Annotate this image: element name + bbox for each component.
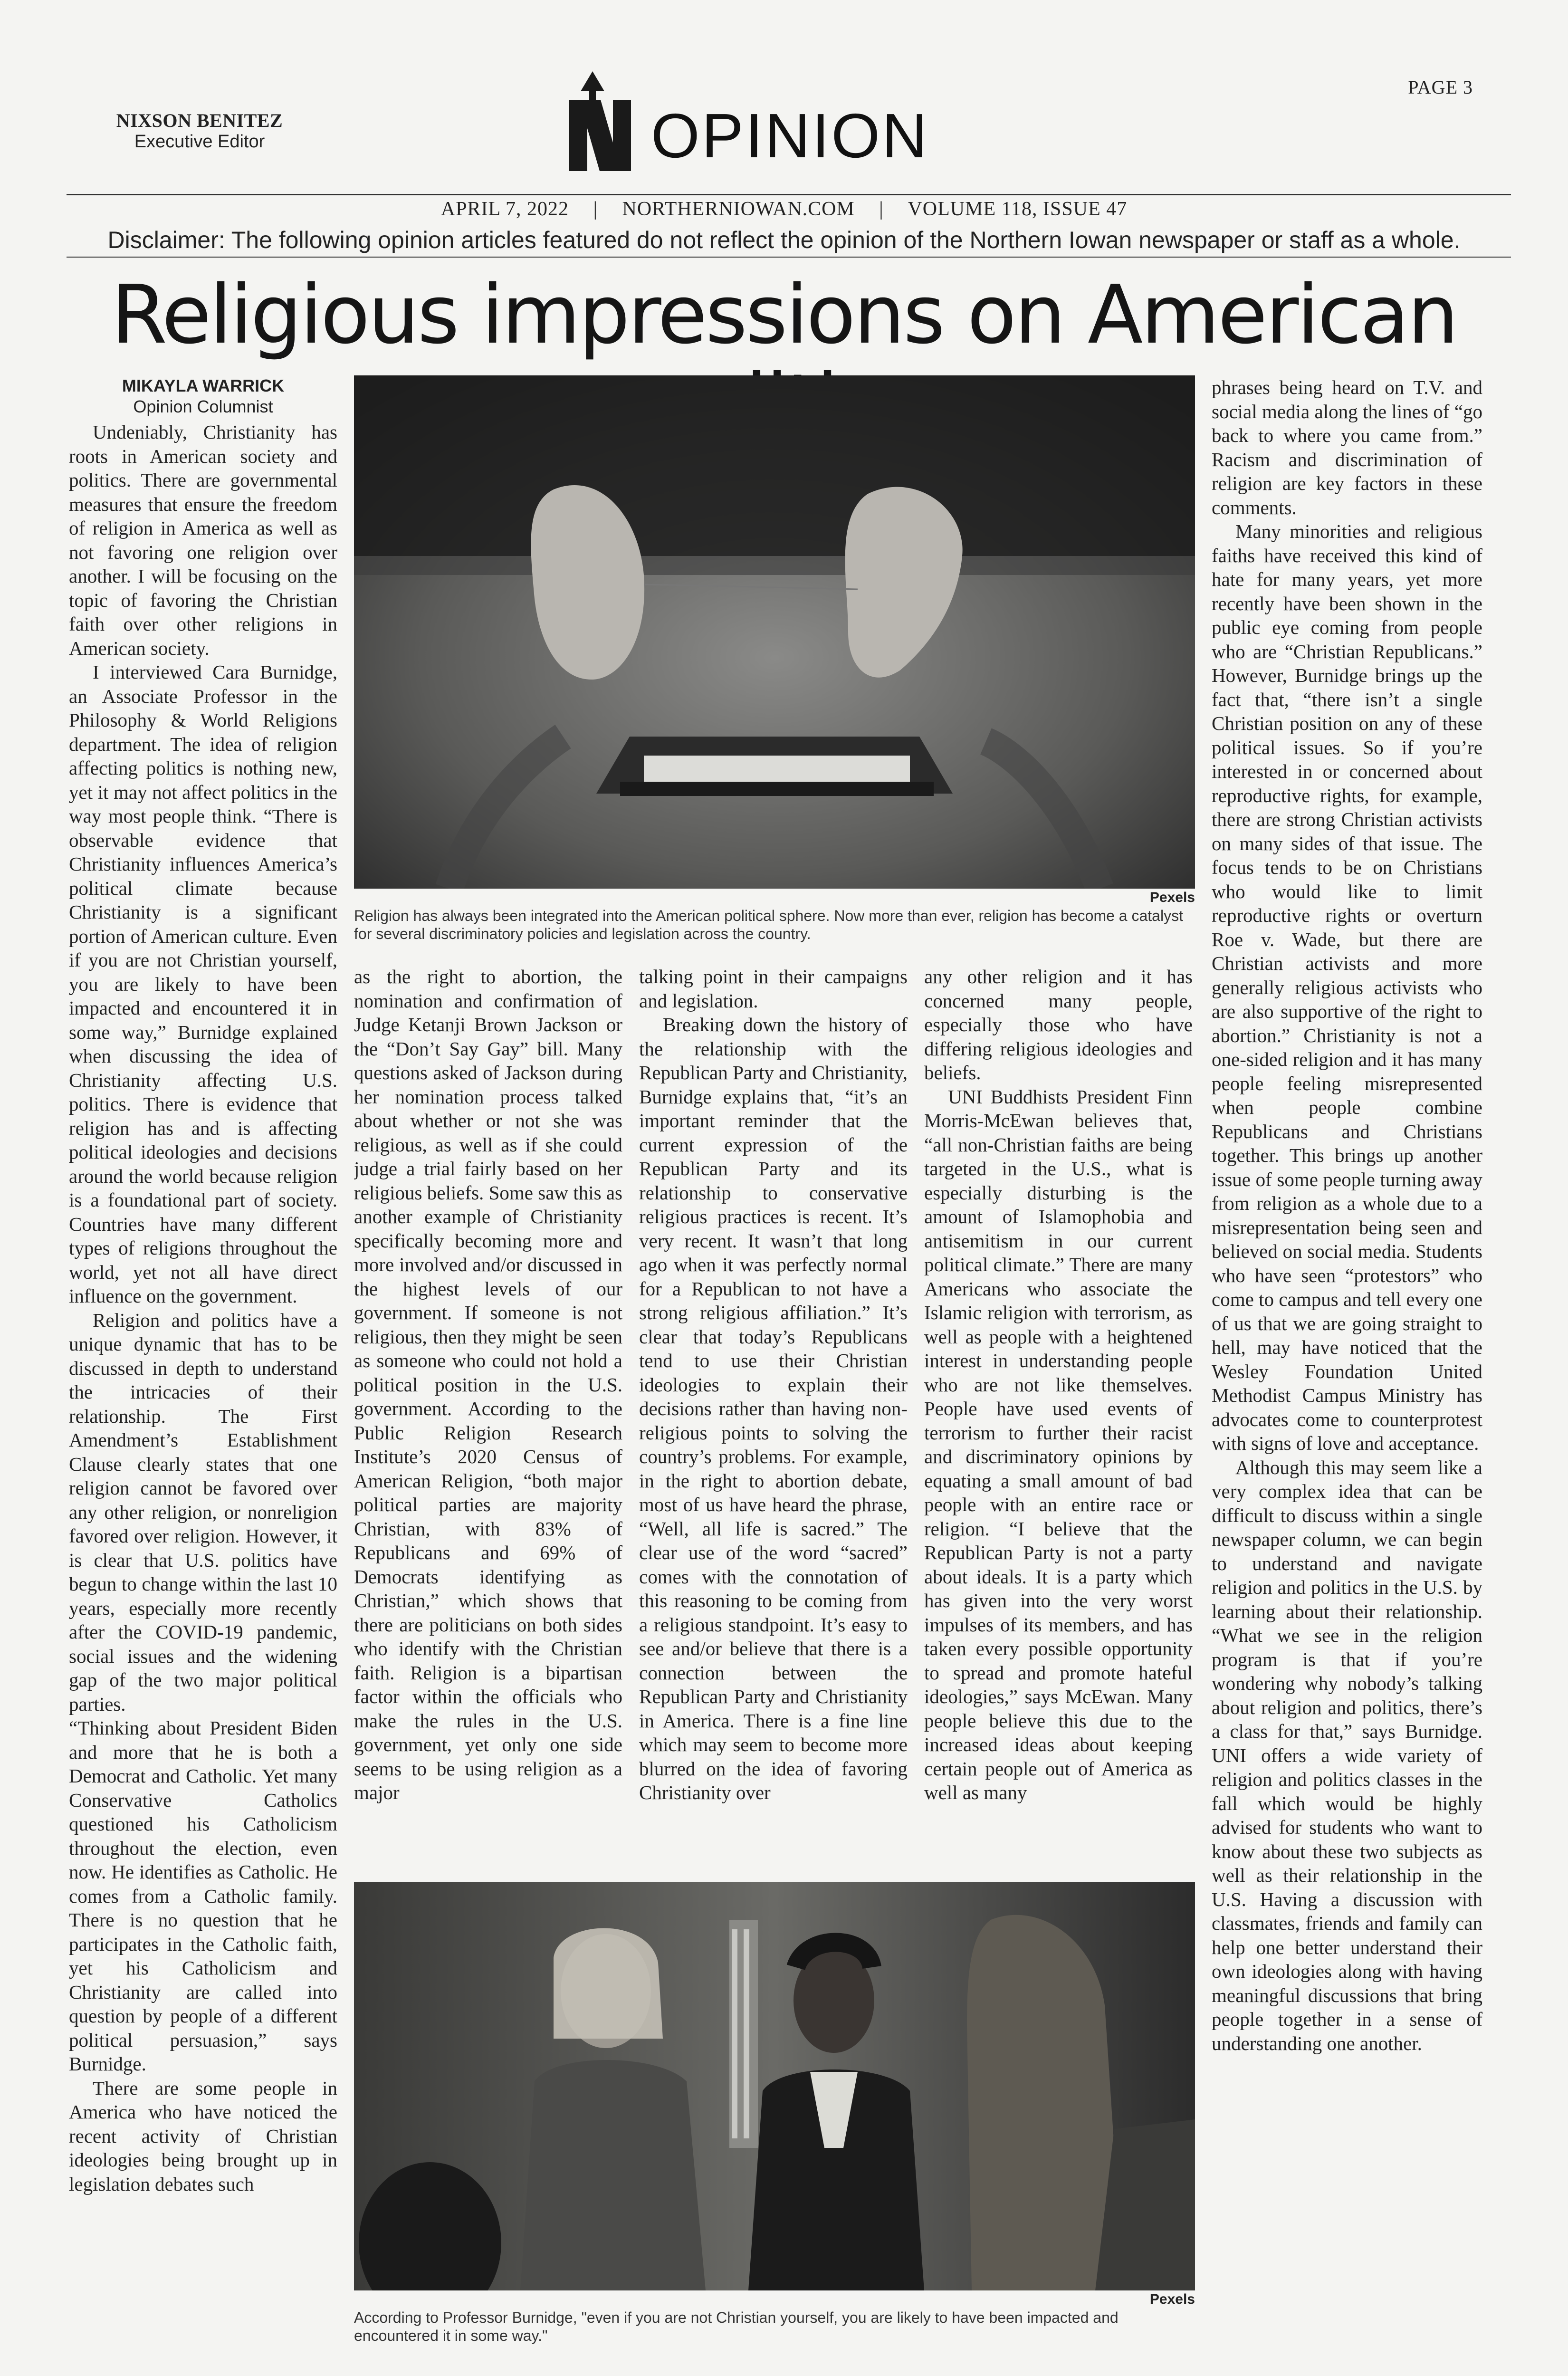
byline	[69, 375, 337, 417]
photo-group-discussion	[354, 1882, 1195, 2290]
paragraph: UNI Buddhists President Finn Morris-McEwan believes that, “all non-Christian faiths are being targeted in the U.S., what is especially disturbing is the amount of Islamophobia and antisemitism in our current political climate.” There are many Americans who associate the Islamic religion with terrorism, as well as people with a heightened interest in understanding people who are not like themselves. People have used events of terrorism to further their racist and discriminatory opinions by equating a small amount of bad people with an entire race or religion. “I believe that the Republican Party is not a party about ideals. It is a party which has given into the very worst impulses of its members, and has taken every possible opportunity to spread and promote hateful ideologies,” says McEwan. Many people believe this due to the increased ideas about keeping certain people out of America as well as many	[924, 1085, 1193, 1803]
issue-date: APRIL 7, 2022	[440, 198, 569, 220]
paragraph: Breaking down the history of the relationship with the Republican Party and Christianity, Burnidge explains that, “it’s an important reminder that the current expression of the Republican Party and its relationship to conservative religious practices is recent. It’s very recent. It wasn’t that long ago when it was perfectly normal for a Republican to not have a strong religious affiliation.” It’s clear that today’s Republicans tend to use their Christian ideologies to explain their decisions rather than having non-religious points to solving the country’s problems. For example, in the right to abortion debate, most of us have heard the phrase, “Well, all life is sacred.” The clear use of the word “sacred” comes with the connotation of this reasoning to be coming from a religious standpoint. It’s easy to see and/or believe that there is a connection between the Republican Party and Christianity in America. There is a fine line which may seem to become more blurred on the idea of favoring Christianity over	[639, 1014, 908, 1803]
article-column-1	[69, 375, 337, 2376]
disclaimer-rule	[67, 257, 1511, 258]
article-column-4	[924, 965, 1193, 1870]
people-talking-image	[354, 1882, 1195, 2290]
paragraph: I interviewed Cara Burnidge, an Associate Professor in the Philosophy & World Religions department. The idea of religion affecting politics is nothing new, yet it may not affect politics in the way most people think. “There is observable evidence that Christianity influences America’s political climate because Christianity is a significant portion of American culture. Even if you are not Christian yourself, you are likely to have been impacted and encountered it in some way,” Burnidge explained when discussing the idea of Christianity affecting U.S. politics. There is evidence that religion has and is affecting political ideologies and decisions around the world because religion is a foundational part of society. Countries have many different types of religions throughout the world, yet not all have direct influence on the government.	[69, 661, 337, 1307]
masthead-rule	[67, 194, 1511, 195]
paragraph: as the right to abortion, the nomination and confirmation of Judge Ketanji Brown Jackson or the “Don’t Say Gay” bill. Many questions asked of Jackson during her nomination process talked about whether or not she was religious, as well as if she could judge a trial fairly based on her religious beliefs. Some saw this as another example of Christianity specifically becoming more and more involved and/or discussed in the highest levels of our government. If someone is not religious, then they might be seen as someone who could not hold a political position in the U.S. government. According to the Public Religion Research Institute’s 2020 Census of American Religion, “both major political parties are majority Christian, with 83% of Republicans and 69% of Democrats identifying as Christian,” which shows that there are politicians on both sides who identify with the Christian faith. Religion is a bipartisan factor within the officials who make the rules in the U.S. government, yet only one side seems to be using religion as a major	[354, 966, 622, 1803]
author-name: MIKAYLA WARRICK	[122, 376, 285, 395]
paragraph: Undeniably, Christianity has roots in American society and politics. There are governmental measures that ensure the freedom of religion in America as well as not favoring one religion over another. I will be focusing on the topic of favoring the Christian faith over other religions in American society.	[69, 421, 337, 659]
disclaimer: Disclaimer: The following opinion articles featured do not reflect the opinion of the Northern Iowan newspaper or staff as a whole.	[107, 227, 1461, 253]
editor-title: Executive Editor	[134, 131, 265, 152]
paragraph: talking point in their campaigns and legislation.	[639, 966, 908, 1012]
dateline: APRIL 7, 2022 | NORTHERNIOWAN.COM | VOLUME 118, ISSUE 47	[440, 198, 1128, 220]
photo-hands-bible	[354, 375, 1195, 889]
page-number: PAGE 3	[1408, 77, 1473, 98]
article-column-5	[1212, 375, 1482, 2376]
photo-caption: Religion has always been integrated into the American political sphere. Now more than ever, religion has become a catalyst for several discriminatory policies and legislation across the country.	[354, 907, 1183, 942]
paragraph: Many minorities and religious faiths have received this kind of hate for many years, yet more recently have been shown in the public eye coming from people who are “Christian Republicans.” However, Burnidge brings up the fact that, “there isn’t a single Christian position on any of these political issues. So if you’re interested in or concerned about reproductive rights, for example, there are strong Christian activists on many sides of that issue. The focus tends to be on Christians who would like to limit reproductive rights or overturn Roe v. Wade, but there are Christian activists and more generally religious activists who are also supportive of the right to abortion.” Christianity is not a one-sided religion and it has many people feeling misrepresented when people combine Republicans and Christians together. This brings up another issue of some people turning away from religion as a whole due to a misrepresentation being seen and believed on social media. Students who have seen “protestors” who come to campus and tell every one of us that we are going straight to hell, may have noticed that the Wesley Foundation United Methodist Campus Ministry has advocates come to counterprotest with signs of love and acceptance.	[1212, 520, 1482, 1454]
paragraph: any other religion and it has concerned many people, especially those who have differing religious ideologies and beliefs.	[924, 966, 1193, 1083]
volume-issue: VOLUME 118, ISSUE 47	[908, 198, 1128, 220]
paragraph: Although this may seem like a very complex idea that can be difficult to discuss within a single newspaper column, we can begin to understand and navigate religion and politics in the U.S. by learning about their relationship. “What we see in the religion program is that if you’re wondering why nobody’s talking about religion and politics, there’s a class for that,” says Burnidge. UNI offers a wide variety of religion and politics classes in the fall which would be highly advised for students who want to know about these two subjects as well as their relationship in the U.S. Having a discussion with classmates, friends and family can help one better understand their own ideologies along with having meaningful discussions that bring people together in a sense of understanding one another.	[1212, 1456, 1482, 2054]
photo-credit: Pexels	[1149, 2291, 1195, 2307]
section-title: OPINION	[651, 101, 929, 171]
editor-name: NIXSON BENITEZ	[116, 110, 283, 131]
site-url[interactable]: NORTHERNIOWAN.COM	[622, 198, 855, 220]
paragraph: There are some people in America who have noticed the recent activity of Christian ideologies being brought up in legislation debates such	[69, 2077, 337, 2195]
newspaper-logo-icon	[566, 71, 638, 171]
photo-caption: According to Professor Burnidge, "even if you are not Christian yourself, you are likely to have been impacted and encountered it in some way."	[354, 2309, 1119, 2344]
hands-on-book-image	[354, 375, 1195, 889]
paragraph: phrases being heard on T.V. and social media along the lines of “go back to where you came from.” Racism and discrimination of religion are key factors in these comments.	[1212, 376, 1482, 518]
article-column-3	[639, 965, 908, 1870]
paragraph: Religion and politics have a unique dynamic that has to be discussed in depth to understand the intricacies of their relationship. The First Amendment’s Establishment Clause clearly states that one religion cannot be favored over any other religion, or nonreligion favored over religion. However, it is clear that U.S. politics have begun to change within the last 10 years, especially more recently after the COVID-19 pandemic, social issues and the widening gap of the two major political parties.	[69, 1309, 337, 1715]
author-title: Opinion Columnist	[133, 397, 273, 416]
paragraph: “Thinking about President Biden and more that he is both a Democrat and Catholic. Yet many Conservative Catholics questioned his Catholicism throughout the election, even now. He identifies as Catholic. He comes from a Catholic family. There is no question that he participates in the Catholic faith, yet his Catholicism and Christianity are called into question by people of a different political persuasion,” says Burnidge.	[69, 1717, 337, 2075]
photo-credit: Pexels	[1149, 890, 1195, 905]
executive-editor	[86, 110, 314, 152]
headline: Religious impressions on American	[111, 268, 1457, 362]
article-column-2	[354, 965, 622, 1870]
